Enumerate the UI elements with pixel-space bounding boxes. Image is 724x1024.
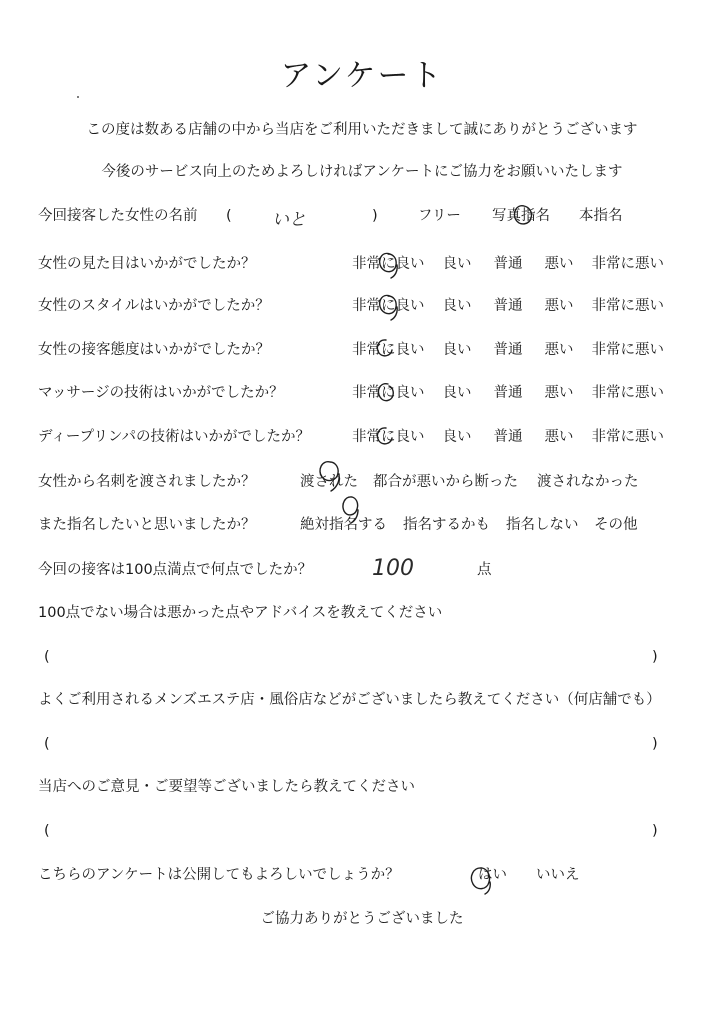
- name-label: 今回接客した女性の名前: [38, 208, 198, 224]
- name-open-paren: (: [226, 208, 232, 224]
- option-free[interactable]: フリー: [418, 208, 461, 224]
- rating-option-good[interactable]: 良い: [442, 298, 472, 314]
- option-declined[interactable]: 都合が悪いから断った: [373, 474, 518, 490]
- rating-option-very-bad[interactable]: 非常に悪い: [591, 342, 664, 358]
- rating-option-good[interactable]: 良い: [442, 342, 472, 358]
- question-business-card: 女性から名刺を渡されましたか？: [38, 474, 256, 490]
- rating-option-good[interactable]: 良い: [442, 429, 472, 445]
- rating-option-average[interactable]: 普通: [493, 342, 523, 358]
- rating-option-good[interactable]: 良い: [442, 256, 472, 272]
- option-yes[interactable]: はい: [478, 867, 507, 883]
- question-score: 今回の接客は100点満点で何点でしたか？: [38, 562, 313, 578]
- option-other[interactable]: その他: [594, 517, 638, 533]
- question-style: 女性のスタイルはいかがでしたか？: [38, 298, 270, 314]
- opinion-open-paren: (: [44, 823, 50, 839]
- question-publish: こちらのアンケートは公開してもよろしいでしょうか？: [38, 867, 400, 883]
- rating-options-deep-lymph: [352, 428, 664, 446]
- speck: [77, 96, 79, 98]
- question-advice: 100点でない場合は悪かった点やアドバイスを教えてください: [38, 605, 443, 621]
- intro-request: 今後のサービス向上のためよろしければアンケートにご協力をお願いいたします: [101, 164, 623, 180]
- rating-option-average[interactable]: 普通: [493, 385, 523, 401]
- rating-options-service: [352, 341, 664, 359]
- score-unit: 点: [477, 562, 492, 578]
- rating-options-looks: [352, 255, 664, 273]
- question-other-shops: よくご利用されるメンズエステ店・風俗店などがございましたら教えてください（何店舗でも）: [38, 692, 661, 708]
- rating-option-average[interactable]: 普通: [493, 256, 523, 272]
- option-not-received[interactable]: 渡されなかった: [537, 474, 639, 490]
- rating-options-style: [352, 297, 664, 315]
- rating-option-very-bad[interactable]: 非常に悪い: [591, 429, 664, 445]
- shops-close-paren: ): [652, 736, 658, 752]
- rating-option-bad[interactable]: 悪い: [544, 342, 574, 358]
- advice-close-paren: ): [652, 649, 658, 665]
- name-close-paren: ): [372, 208, 378, 224]
- closing-thanks: ご協力ありがとうございました: [260, 911, 464, 927]
- option-maybe[interactable]: 指名するかも: [403, 517, 490, 533]
- opinion-close-paren: ): [652, 823, 658, 839]
- advice-open-paren: (: [44, 649, 50, 665]
- option-main-designation[interactable]: 本指名: [579, 208, 623, 224]
- handwritten-score[interactable]: 100: [372, 556, 414, 581]
- question-opinion: 当店へのご意見・ご要望等ございましたら教えてください: [38, 779, 415, 795]
- question-service-attitude: 女性の接客態度はいかがでしたか？: [38, 342, 270, 358]
- rating-option-excellent[interactable]: 非常に良い: [352, 298, 425, 314]
- question-designate-again: また指名したいと思いましたか？: [38, 517, 256, 533]
- rating-option-average[interactable]: 普通: [493, 429, 523, 445]
- option-no[interactable]: 指名しない: [506, 517, 579, 533]
- handwritten-name[interactable]: いと: [272, 210, 306, 230]
- shops-open-paren: (: [44, 736, 50, 752]
- page-title: アンケート: [280, 58, 444, 94]
- rating-option-very-bad[interactable]: 非常に悪い: [591, 298, 664, 314]
- question-massage-skill: マッサージの技術はいかがでしたか？: [38, 385, 284, 401]
- option-received[interactable]: 渡された: [300, 474, 358, 490]
- rating-option-excellent[interactable]: 非常に良い: [352, 256, 425, 272]
- rating-options-massage: [352, 384, 664, 402]
- rating-option-bad[interactable]: 悪い: [544, 385, 574, 401]
- rating-option-excellent[interactable]: 非常に良い: [352, 385, 425, 401]
- option-photo-designation[interactable]: 写真指名: [492, 208, 550, 224]
- rating-option-very-bad[interactable]: 非常に悪い: [591, 256, 664, 272]
- rating-option-average[interactable]: 普通: [493, 298, 523, 314]
- rating-option-good[interactable]: 良い: [442, 385, 472, 401]
- rating-option-bad[interactable]: 悪い: [544, 429, 574, 445]
- rating-option-bad[interactable]: 悪い: [544, 256, 574, 272]
- rating-option-very-bad[interactable]: 非常に悪い: [591, 385, 664, 401]
- question-deep-lymph-skill: ディープリンパの技術はいかがでしたか？: [38, 429, 311, 445]
- rating-option-excellent[interactable]: 非常に良い: [352, 429, 425, 445]
- question-looks: 女性の見た目はいかがでしたか？: [38, 256, 256, 272]
- option-no-publish[interactable]: いいえ: [536, 867, 580, 883]
- rating-option-bad[interactable]: 悪い: [544, 298, 574, 314]
- rating-option-excellent[interactable]: 非常に良い: [352, 342, 425, 358]
- intro-thanks: この度は数ある店舗の中から当店をご利用いただきまして誠にありがとうございます: [86, 122, 638, 138]
- option-definitely[interactable]: 絶対指名する: [300, 517, 387, 533]
